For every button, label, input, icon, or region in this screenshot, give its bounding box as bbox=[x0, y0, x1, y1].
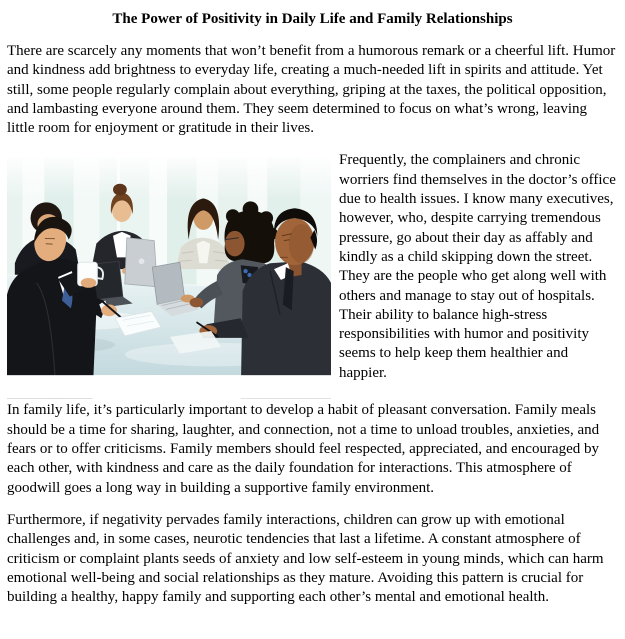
document-title: The Power of Positivity in Daily Life and Family Relationships bbox=[112, 11, 513, 27]
paragraph-1: There are scarcely any moments that won’t benefit from a humorous remark or a cheerful lift. Humor and kindness add brightness to everyday life, creating a much-needed lift in spirits and attitude. Yet still, some people regularly complain about everything, griping at the taxes, the political opposition, and lambasting everyone around them. They seem determined to focus on what’s wrong, leaving little room for enjoyment or gratitude in their lives. bbox=[7, 43, 616, 137]
meeting-photo-illustration bbox=[7, 151, 331, 401]
paragraph-2: Frequently, the complainers and chronic worriers find themselves in the doctor’s office due to health issues. I know many executives, however, who, despite carrying tremendous pressure, go about their day as affably and kindly as a child skipping down the street. They are the people who get along well with others and manage to stay out of hospitals. Their ability to balance high-stress responsibilities with humor and positivity seems to help keep them healthier and happier. bbox=[339, 152, 616, 381]
paragraph-4: Furthermore, if negativity pervades family interactions, children can grow up with emotional challenges and, in some cases, neurotic tendencies that last a lifetime. A constant atmosphere of criticism or complaint plants seeds of anxiety and low self-esteem in young minds, which can harm emotional well-being and social relationships as they mature. Avoiding this pattern is crucial for building a healthy, happy family and supporting each other’s mental and emotional health. bbox=[7, 511, 604, 606]
silver-laptop-back bbox=[125, 238, 157, 287]
paragraph-2-block bbox=[7, 151, 618, 383]
paragraph-3: In family life, it’s particularly important to develop a habit of pleasant conversation. Family meals should be a time for sharing, laughter, and connection, not a time to unload troubles, anxieties, and fears or to offer criticisms. Family members should feel respected, appreciated, and encouraged by each other, with kindness and care as the daily foundation for interactions. This atmosphere of goodwill goes a long way in building a supportive family environment. bbox=[7, 402, 600, 496]
meeting-photo bbox=[7, 151, 331, 401]
